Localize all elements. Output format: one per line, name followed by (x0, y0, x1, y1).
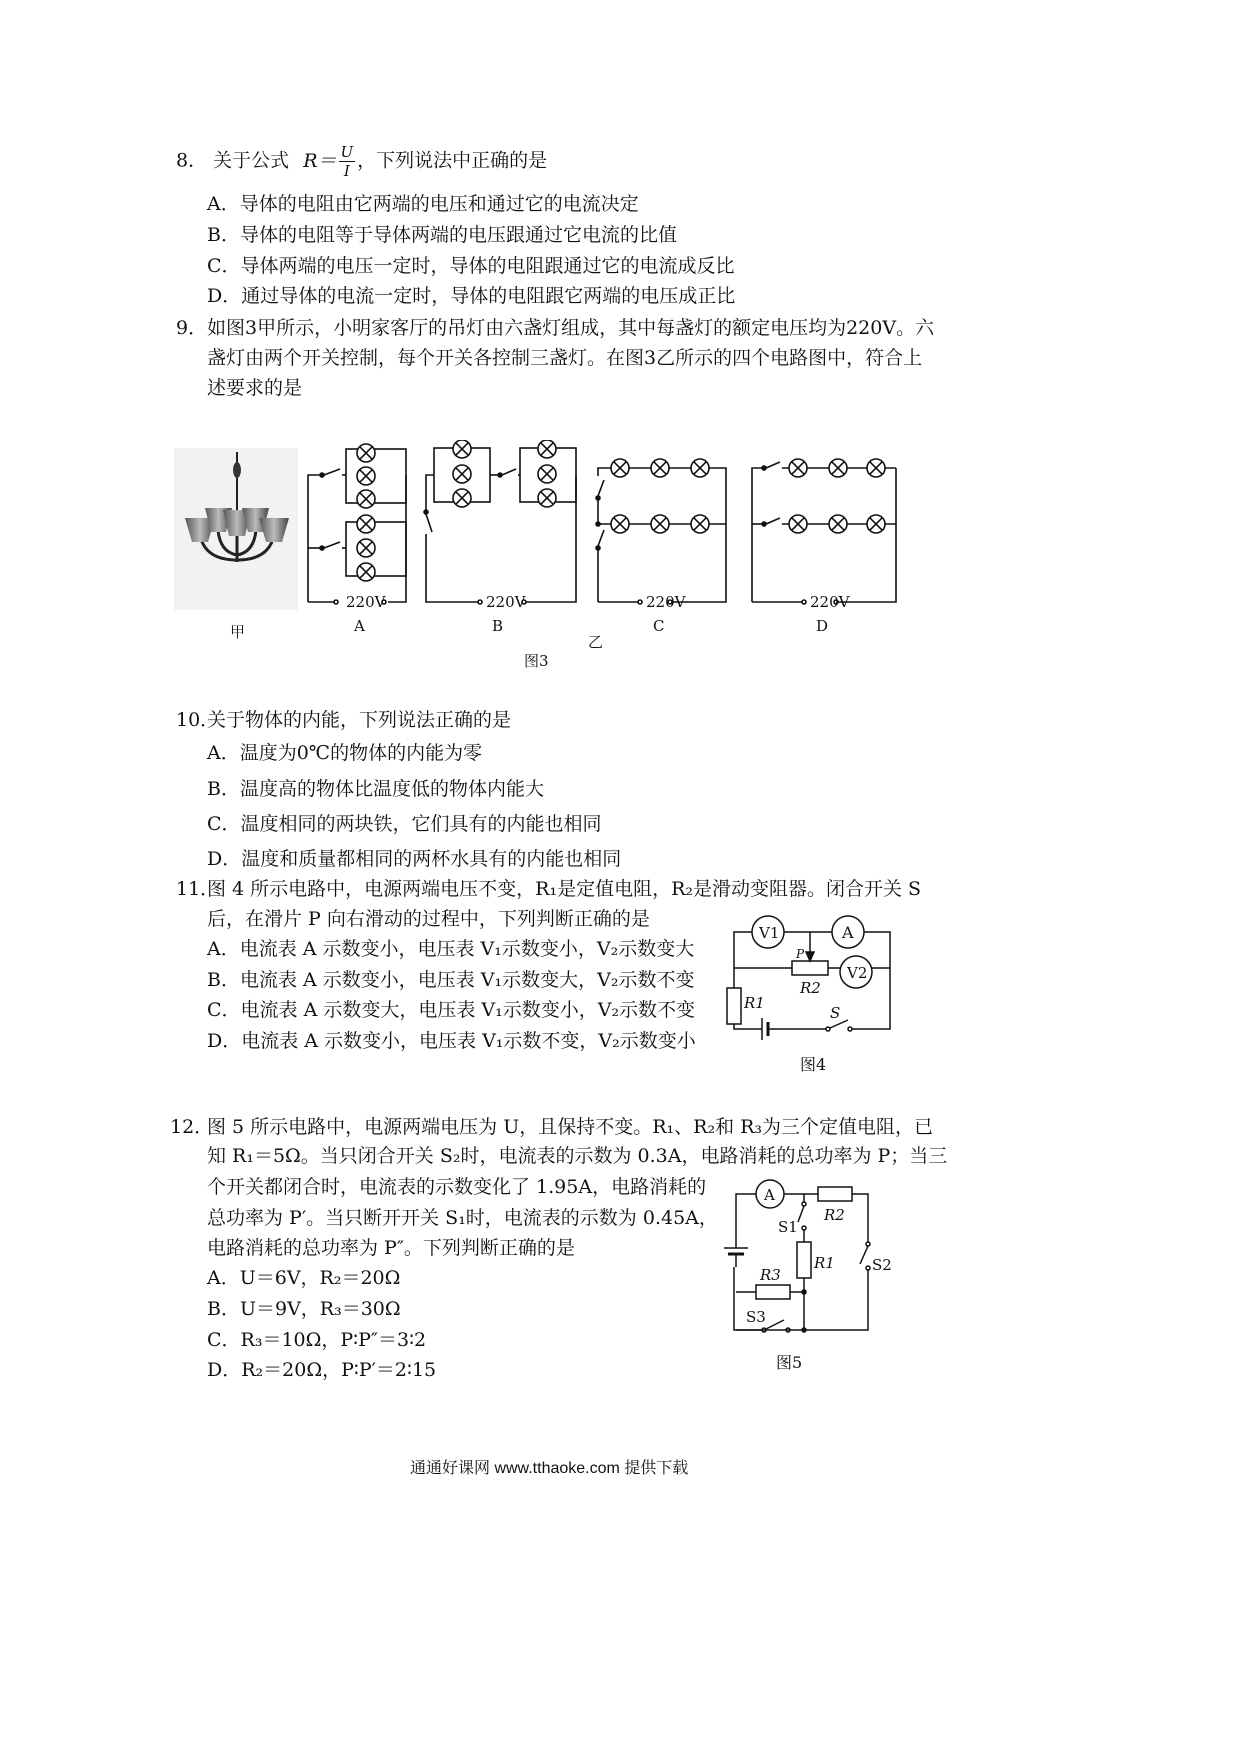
circuit-a-voltage: 220V (346, 593, 386, 611)
q12-line-4: 总功率为 P′。当只断开开关 S₁时，电流表的示数为 0.45A， (207, 1207, 718, 1229)
q11-number: 11． (176, 878, 220, 900)
circuit-c-voltage: 220V (646, 593, 686, 611)
figure-5-caption: 图5 (776, 1353, 803, 1372)
q9-line-3: 述要求的是 (207, 377, 303, 399)
q11-option-c: C．电流表 A 示数变大，电压表 V₁示数变小，V₂示数不变 (207, 999, 696, 1021)
group-label: 乙 (588, 633, 604, 651)
resistor-r2 (818, 1187, 852, 1201)
circuit-b-label: B (492, 617, 504, 635)
resistor-r1 (797, 1242, 811, 1278)
fig5-a-label: A (764, 1186, 775, 1204)
figure-4-caption: 图4 (800, 1055, 827, 1074)
fig5-s2-label: S2 (872, 1256, 892, 1274)
fig5-s1-label: S1 (778, 1218, 798, 1236)
q8-number: 8． (176, 149, 208, 172)
q8-option-b: B．导体的电阻等于导体两端的电压跟通过它电流的比值 (207, 224, 677, 246)
circuit-c-label: C (653, 617, 665, 635)
fig5-s3-label: S3 (746, 1308, 766, 1326)
fig4-v2-label: V2 (847, 964, 868, 982)
q12-number: 12． (170, 1116, 214, 1138)
q10-option-c: C．温度相同的两块铁，它们具有的内能也相同 (207, 813, 602, 835)
fig4-p-label: P (796, 947, 805, 961)
footer: 通通好课网 www.tthaoke.com 提供下载 (410, 1460, 689, 1477)
q11-option-d: D．电流表 A 示数变小，电压表 V₁示数不变，V₂示数变小 (207, 1030, 696, 1052)
fig4-r2-label: R2 (800, 979, 821, 997)
q9-number: 9． (176, 317, 208, 339)
q8-stem (176, 143, 547, 180)
resistor-r3 (756, 1285, 790, 1299)
q8-formula-fraction (339, 143, 356, 180)
fig4-r1-label: R1 (744, 994, 765, 1012)
q11-line-1: 图 4 所示电路中，电源两端电压不变，R₁是定值电阻，R₂是滑动变阻器。闭合开关 S (207, 878, 922, 900)
q8-option-c: C．导体两端的电压一定时，导体的电阻跟通过它的电流成反比 (207, 255, 735, 277)
circuit-c (596, 459, 726, 604)
q8-stem-post: ，下列说法中正确的是 (357, 149, 548, 172)
photo-label: 甲 (230, 623, 246, 641)
chandelier-image (174, 448, 298, 610)
resistor-r1 (727, 988, 741, 1024)
q8-formula-den: I (343, 162, 350, 180)
q9-line-1: 如图3甲所示，小明家客厅的吊灯由六盏灯组成，其中每盏灯的额定电压均为220V。六 (207, 317, 935, 339)
q12-option-b: B．U＝9V，R₃＝30Ω (207, 1298, 401, 1320)
q8-stem-pre: 关于公式 (213, 149, 290, 172)
figure-3 (170, 440, 910, 680)
q10-option-a: A．温度为0℃的物体的内能为零 (207, 742, 483, 764)
q12-option-a: A．U＝6V，R₂＝20Ω (207, 1267, 401, 1289)
q12-line-5: 电路消耗的总功率为 P″。下列判断正确的是 (207, 1237, 575, 1259)
circuit-b-voltage: 220V (486, 593, 526, 611)
fig4-v1-label: V1 (759, 924, 780, 942)
fig5-r2-label: R2 (824, 1206, 845, 1224)
q10-stem: 关于物体的内能，下列说法正确的是 (207, 709, 512, 731)
circuit-a-label: A (354, 617, 365, 635)
q12-line-1: 图 5 所示电路中，电源两端电压为 U，且保持不变。R₁、R₂和 R₃为三个定值电阻，已 (207, 1116, 934, 1138)
q12-line-2: 知 R₁＝5Ω。当只闭合开关 S₂时，电流表的示数为 0.3A，电路消耗的总功率为 P；当三 (207, 1145, 948, 1167)
figure-3-caption: 图3 (524, 652, 549, 670)
q10-option-b: B．温度高的物体比温度低的物体内能大 (207, 778, 544, 800)
fig4-a-label: A (842, 923, 854, 942)
circuit-d-voltage: 220V (810, 593, 850, 611)
circuit-b (424, 440, 576, 604)
fig4-s-label: S (830, 1004, 841, 1022)
q11-option-a: A．电流表 A 示数变小，电压表 V₁示数变小，V₂示数变大 (207, 938, 695, 960)
q8-option-a: A．导体的电阻由它两端的电压和通过它的电流决定 (207, 193, 639, 215)
q11-option-b: B．电流表 A 示数变小，电压表 V₁示数变大，V₂示数不变 (207, 969, 695, 991)
circuit-d-label: D (816, 617, 829, 635)
q12-line-3: 个开关都闭合时，电流表的示数变化了 1.95A，电路消耗的 (207, 1176, 707, 1198)
fig5-r1-label: R1 (814, 1254, 835, 1272)
resistor-r2 (792, 961, 828, 975)
q10-option-d: D．温度和质量都相同的两杯水具有的内能也相同 (207, 848, 622, 870)
q9-line-2: 盏灯由两个开关控制，每个开关各控制三盏灯。在图3乙所示的四个电路图中，符合上 (207, 347, 923, 369)
circuit-a (308, 444, 406, 604)
q12-option-d: D．R₂＝20Ω，P∶P′＝2∶15 (207, 1359, 437, 1381)
fig5-r3-label: R3 (760, 1266, 781, 1284)
figure-4 (722, 910, 902, 1080)
q8-formula-lhs: R＝ (303, 149, 337, 172)
q8-formula-num: U (340, 143, 354, 161)
figure-5 (718, 1172, 902, 1372)
q12-option-c: C．R₃＝10Ω，P∶P″＝3∶2 (207, 1329, 427, 1351)
q10-number: 10． (176, 709, 220, 731)
q11-line-2: 后，在滑片 P 向右滑动的过程中，下列判断正确的是 (207, 908, 650, 930)
q8-option-d: D．通过导体的电流一定时，导体的电阻跟它两端的电压成正比 (207, 285, 736, 307)
circuit-d (752, 459, 896, 604)
